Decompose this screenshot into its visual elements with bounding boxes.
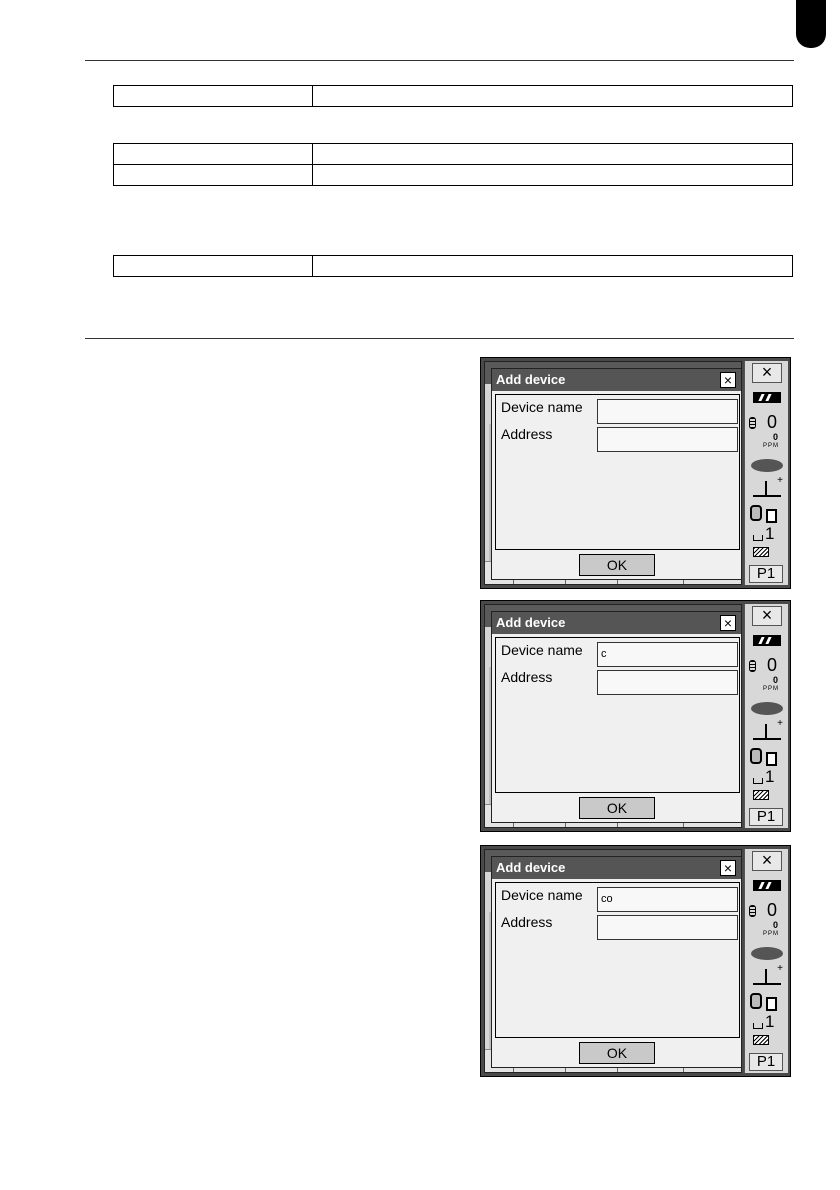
communication-icon[interactable] — [750, 503, 770, 523]
section-rule-bottom — [85, 338, 794, 339]
input-mode-icon[interactable] — [753, 547, 769, 557]
table-cell — [313, 86, 793, 107]
input-mode-icon[interactable] — [753, 1035, 769, 1045]
address-input[interactable] — [597, 915, 738, 940]
prism-constant: 0 — [767, 900, 778, 920]
tilt-icon[interactable] — [753, 724, 781, 740]
status-sidebar — [744, 604, 788, 828]
laser-icon[interactable] — [751, 459, 783, 472]
dialog-close-icon[interactable]: × — [720, 860, 736, 876]
device-name-input[interactable]: co — [597, 887, 738, 912]
ppm-label: PPM — [763, 931, 780, 937]
close-icon[interactable]: × — [752, 363, 782, 383]
dialog-close-icon[interactable]: × — [720, 615, 736, 631]
page-button[interactable]: P1 — [749, 808, 783, 826]
prism-icon — [749, 660, 756, 672]
table-cell — [114, 144, 313, 165]
ppm-value: 0 — [773, 675, 779, 685]
address-input[interactable] — [597, 427, 738, 452]
spec-table-3 — [113, 255, 793, 277]
dialog-title: Add device — [496, 615, 566, 630]
table-row — [114, 86, 793, 107]
address-label: Address — [501, 914, 553, 930]
table-row — [114, 256, 793, 277]
laser-icon[interactable] — [751, 702, 783, 715]
table-cell — [114, 86, 313, 107]
dialog-close-icon[interactable]: × — [720, 372, 736, 388]
table-row — [114, 165, 793, 186]
add-device-dialog — [491, 611, 742, 823]
close-icon[interactable]: × — [752, 851, 782, 871]
ppm-label: PPM — [763, 686, 780, 692]
ok-button[interactable]: OK — [579, 554, 655, 576]
add-device-dialog — [491, 856, 742, 1068]
ppm-label: PPM — [763, 443, 780, 449]
level-icon — [753, 768, 783, 786]
spec-table-1 — [113, 85, 793, 107]
address-label: Address — [501, 669, 553, 685]
communication-icon[interactable] — [750, 991, 770, 1011]
ppm-value: 0 — [773, 920, 779, 930]
add-device-dialog — [491, 368, 742, 580]
level-icon — [753, 525, 783, 543]
battery-icon — [753, 880, 781, 891]
prism-icon — [749, 417, 756, 429]
level-icon — [753, 1013, 783, 1031]
status-sidebar — [744, 361, 788, 585]
table-cell — [313, 256, 793, 277]
status-sidebar — [744, 849, 788, 1073]
device-name-input[interactable] — [597, 399, 738, 424]
prism-constant: 0 — [767, 412, 778, 432]
level-number: 1 — [765, 1012, 775, 1031]
tilt-icon[interactable] — [753, 969, 781, 985]
input-mode-icon[interactable] — [753, 790, 769, 800]
battery-icon — [753, 392, 781, 403]
dialog-title-bar — [492, 612, 741, 634]
ok-button[interactable]: OK — [579, 1042, 655, 1064]
device-name-input[interactable]: c — [597, 642, 738, 667]
prism-constant: 0 — [767, 655, 778, 675]
page-button[interactable]: P1 — [749, 1053, 783, 1071]
device-name-label: Device name — [501, 399, 583, 415]
spec-table-2 — [113, 143, 793, 186]
page-button[interactable]: P1 — [749, 565, 783, 583]
ppm-value: 0 — [773, 432, 779, 442]
dialog-title: Add device — [496, 372, 566, 387]
section-rule-top — [85, 60, 794, 61]
dialog-body — [495, 637, 740, 793]
address-input[interactable] — [597, 670, 738, 695]
device-screen-3 — [480, 845, 791, 1077]
device-screen-2 — [480, 600, 791, 832]
device-name-label: Device name — [501, 887, 583, 903]
table-cell — [313, 144, 793, 165]
table-cell — [114, 256, 313, 277]
battery-icon — [753, 635, 781, 646]
laser-icon[interactable] — [751, 947, 783, 960]
dialog-body — [495, 394, 740, 550]
thumb-index-tab — [796, 0, 826, 48]
table-cell — [114, 165, 313, 186]
dialog-title: Add device — [496, 860, 566, 875]
dialog-title-bar — [492, 857, 741, 879]
communication-icon[interactable] — [750, 746, 770, 766]
dialog-title-bar — [492, 369, 741, 391]
tilt-icon[interactable] — [753, 481, 781, 497]
dialog-body — [495, 882, 740, 1038]
ok-button[interactable]: OK — [579, 797, 655, 819]
address-label: Address — [501, 426, 553, 442]
level-number: 1 — [765, 524, 775, 543]
close-icon[interactable]: × — [752, 606, 782, 626]
level-number: 1 — [765, 767, 775, 786]
table-row — [114, 144, 793, 165]
table-cell — [313, 165, 793, 186]
device-name-label: Device name — [501, 642, 583, 658]
device-screen-1 — [480, 357, 791, 589]
prism-icon — [749, 905, 756, 917]
